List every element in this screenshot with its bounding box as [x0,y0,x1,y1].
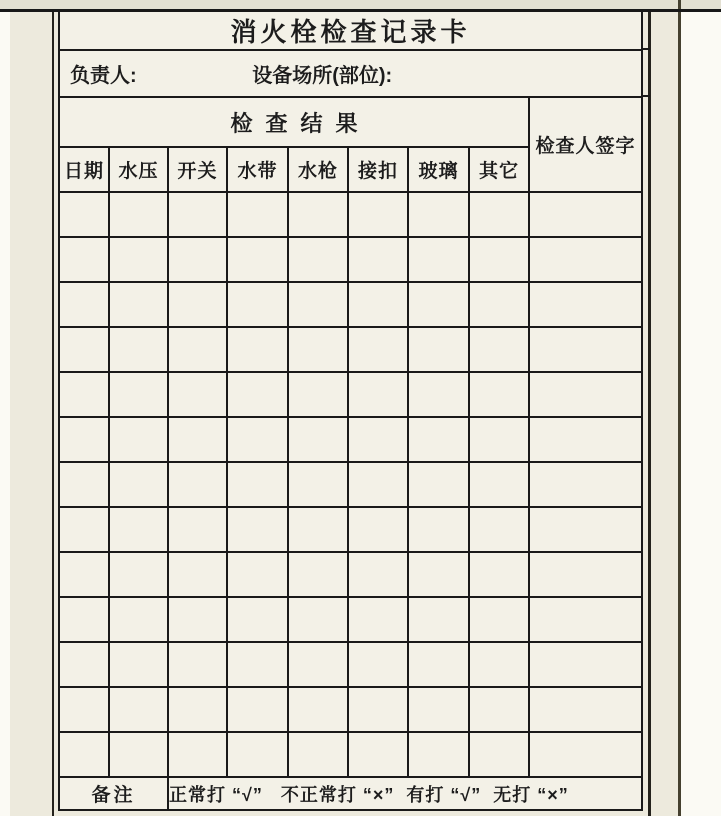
record-cell [348,597,408,642]
record-cell [469,507,529,552]
record-cell [288,237,348,282]
results-header-row [59,97,642,147]
record-cell [227,327,288,372]
remarks-label: 备注 [59,777,168,810]
record-cell [348,462,408,507]
record-cell [469,687,529,732]
record-cell [529,732,642,777]
record-cell [469,417,529,462]
record-cell [408,327,469,372]
record-cell [348,327,408,372]
record-cell [288,597,348,642]
title-row-line-extension [641,48,650,50]
record-cell [529,237,642,282]
record-cell [529,552,642,597]
responsible-label: 负责人: [70,65,137,87]
record-cell [109,327,168,372]
record-cell [469,642,529,687]
record-cell [227,237,288,282]
record-cell [168,552,227,597]
record-cell [288,642,348,687]
record-cell [168,282,227,327]
record-cell [408,462,469,507]
record-cell [59,417,109,462]
record-row [59,597,642,642]
column-header-hose: 水带 [227,147,288,192]
record-cell [288,507,348,552]
record-row [59,552,642,597]
info-row [59,50,642,97]
record-cell [529,282,642,327]
record-cell [59,687,109,732]
record-cell [227,597,288,642]
card-border-right [648,12,651,816]
record-row [59,282,642,327]
record-cell [227,372,288,417]
record-cell [408,237,469,282]
record-cell [288,192,348,237]
record-cell [59,282,109,327]
record-cell [59,462,109,507]
record-cell [529,327,642,372]
column-header-other: 其它 [469,147,529,192]
record-cell [288,687,348,732]
record-cell [59,732,109,777]
record-cell [168,192,227,237]
record-cell [288,327,348,372]
record-rows [59,192,642,777]
record-cell [469,237,529,282]
record-cell [59,552,109,597]
column-header-valve: 开关 [168,147,227,192]
column-header-coupling: 接扣 [348,147,408,192]
record-cell [109,687,168,732]
record-row [59,687,642,732]
record-cell [469,552,529,597]
record-cell [59,642,109,687]
record-cell [168,237,227,282]
record-cell [109,642,168,687]
scan-top-edge [0,0,721,9]
record-cell [109,732,168,777]
record-row [59,507,642,552]
remarks-row [59,777,642,810]
record-cell [59,327,109,372]
record-cell [408,282,469,327]
results-header: 检查结果 [59,97,529,147]
record-cell [227,282,288,327]
record-row [59,327,642,372]
record-cell [288,552,348,597]
record-cell [348,552,408,597]
record-cell [227,462,288,507]
record-cell [408,507,469,552]
record-cell [227,192,288,237]
record-cell [168,327,227,372]
record-row [59,732,642,777]
record-cell [529,462,642,507]
record-cell [288,417,348,462]
record-cell [469,282,529,327]
location-label: 设备场所(部位): [252,65,393,87]
info-cell [59,50,642,97]
record-cell [109,237,168,282]
record-cell [168,597,227,642]
record-cell [168,372,227,417]
record-cell [348,732,408,777]
record-cell [288,462,348,507]
record-cell [227,552,288,597]
record-cell [168,732,227,777]
record-cell [529,507,642,552]
record-cell [109,552,168,597]
record-cell [469,192,529,237]
record-cell [408,732,469,777]
record-cell [168,687,227,732]
record-row [59,372,642,417]
record-cell [59,192,109,237]
record-cell [227,507,288,552]
record-cell [348,282,408,327]
record-cell [529,642,642,687]
record-cell [227,642,288,687]
card-top-border [0,9,721,12]
record-cell [288,732,348,777]
record-cell [348,507,408,552]
record-row [59,417,642,462]
record-cell [348,687,408,732]
record-cell [288,282,348,327]
record-cell [59,507,109,552]
record-row [59,192,642,237]
record-cell [469,597,529,642]
record-cell [469,372,529,417]
record-cell [469,732,529,777]
record-cell [348,237,408,282]
record-cell [348,192,408,237]
page-title: 消火栓检查记录卡 [59,11,642,50]
inspection-record-table [58,10,643,811]
info-row-line-extension [641,95,650,97]
record-cell [348,642,408,687]
record-cell [408,597,469,642]
record-cell [408,372,469,417]
card-border-left [52,12,54,816]
record-cell [109,372,168,417]
paper-edge-line [678,0,681,816]
column-header-nozzle: 水枪 [288,147,348,192]
record-cell [109,507,168,552]
record-cell [529,597,642,642]
record-cell [348,417,408,462]
record-cell [109,597,168,642]
record-cell [408,192,469,237]
record-cell [348,372,408,417]
record-cell [469,462,529,507]
record-cell [529,372,642,417]
record-cell [408,417,469,462]
record-cell [469,327,529,372]
record-cell [59,597,109,642]
remarks-legend: 正常打 “√” 不正常打 “×” 有打 “√” 无打 “×” [168,777,642,810]
record-cell [168,642,227,687]
record-cell [227,687,288,732]
record-cell [529,417,642,462]
column-header-glass: 玻璃 [408,147,469,192]
record-cell [227,732,288,777]
record-cell [408,687,469,732]
record-cell [168,417,227,462]
record-cell [109,282,168,327]
column-header-water-pressure: 水压 [109,147,168,192]
record-cell [408,552,469,597]
record-cell [288,372,348,417]
title-row [59,11,642,50]
record-row [59,237,642,282]
record-cell [529,687,642,732]
column-header-date: 日期 [59,147,109,192]
record-cell [59,372,109,417]
record-cell [168,462,227,507]
record-cell [109,462,168,507]
record-cell [227,417,288,462]
record-cell [109,417,168,462]
record-row [59,642,642,687]
inspector-signature-header: 检查人签字 [529,97,642,192]
record-cell [59,237,109,282]
record-cell [109,192,168,237]
record-cell [529,192,642,237]
record-row [59,462,642,507]
record-cell [408,642,469,687]
record-cell [168,507,227,552]
